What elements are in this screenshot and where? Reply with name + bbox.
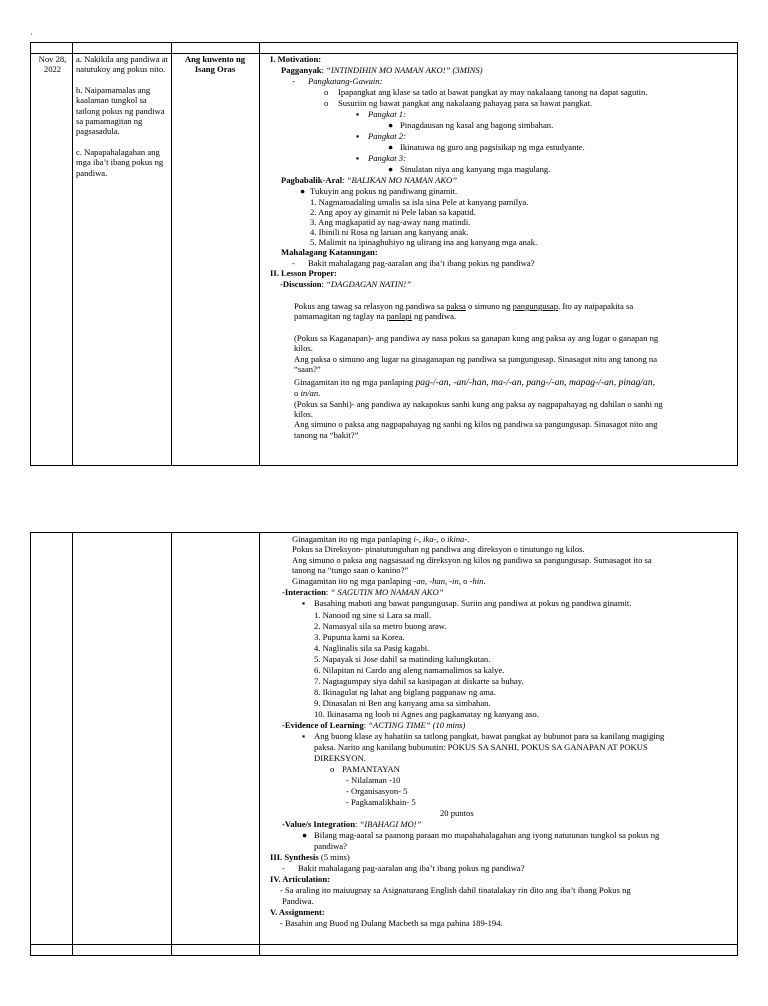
balik-item-4: 4. Ibinili ni Rosa ng laruan ang kanyang anak. xyxy=(310,227,469,237)
gawain-line-2: Susuriin ng bawat pangkat ang nakalaang pahayag para sa bawat pangkat. xyxy=(338,98,593,108)
articulation-line-2: Pandiwa. xyxy=(282,896,314,906)
objective-c: c. Napapahalagahan ang mga iba’t ibang pokus ng pandiwa. xyxy=(76,146,164,178)
lesson-table-1 xyxy=(30,42,738,466)
item-8: 8. Ikinagulat ng lahat ang biglang pagpanaw ng ama. xyxy=(314,687,496,697)
disc-line-3: (Pokus sa Kaganapan)- ang pandiwa ay nasa pokus sa ganapan kung ang paksa ay ang lugar o ganapan ng xyxy=(294,333,659,343)
disc-line-12: tanong na “bakit?” xyxy=(294,430,359,440)
t2-line-2: Pokus sa Direksyon- pinatutunguhan ng pandiwa ang direksyon o tinutungo ng kilos. xyxy=(292,544,585,554)
pangkat-3-statement: Sinulatan niya ang kanyang mga magulang. xyxy=(400,164,551,174)
synthesis-text: Bakit mahalagang pag-aaralan ang iba’t ibang pokus ng pandiwa? xyxy=(298,863,525,873)
motivation-heading: I. Motivation: xyxy=(270,54,322,64)
articulation-heading: IV. Articulation: xyxy=(270,874,330,884)
katanungan-text: Bakit mahalagang pag-aaralan ang iba’t ibang pokus ng pandiwa? xyxy=(308,258,535,268)
pangkat-1-statement: Pinagdausan ng kasal ang bagong simbahan. xyxy=(400,120,554,130)
articulation-line-1: - Sa araling ito maiuugnay sa Asignaturang English dahil tinatalakay rin dito ang iba’t ibang Pokus ng xyxy=(280,885,631,895)
lesson-proper-heading: II. Lesson Proper: xyxy=(270,268,337,278)
balik-item-3: 3. Ang magkapatid ay nag-away nang matindi. xyxy=(310,217,471,227)
evidence-line-3: DIREKSYON. xyxy=(314,753,366,763)
pamantayan-heading: PAMANTAYAN xyxy=(342,764,400,774)
item-4: 4. Naglinalis sila sa Pasig kagabi. xyxy=(314,643,430,653)
disc-line-7: Ginagamitan ito ng mga panlaping pag-/-an, -an/-han, ma-/-an, pang-/-an, mapag-/-an, pinag/an, xyxy=(294,377,656,388)
disc-line-10: kilos. xyxy=(294,409,313,419)
assignment-heading: V. Assignment: xyxy=(270,907,325,917)
item-9: 9. Dinasalan ni Ben ang kanyang ama sa simbahan. xyxy=(314,698,491,708)
pangkat-1: Pangkat 1: xyxy=(368,109,406,119)
disc-line-8: o in/an. xyxy=(294,388,321,398)
disc-line-4: kilos. xyxy=(294,343,313,353)
interaction-instruction: Basahing mabuti ang bawat pangungusap. Suriin ang pandiwa at pokus ng pandiwa ginamit. xyxy=(314,598,632,608)
balik-item-1: 1. Nagmamadaling umalis sa isla sina Pele at kanyang pamilya. xyxy=(310,197,529,207)
evidence-line-1: Ang buong klase ay hahatiin sa tatlong pangkat, bawat pangkat ay bubunot para sa kanilang magiging xyxy=(314,731,665,741)
t2-line-4: tanong na “tungo saan o kanino?” xyxy=(292,565,409,575)
balik-item-5: 5. Malimit na ipinaghuhiyo ng ulirang ina ang kanyang mga anak. xyxy=(310,237,538,247)
discussion-heading: -Discussion: “DAGDAGAN NATIN!” xyxy=(280,279,412,289)
objective-a: a. Nakikila ang pandiwa at natutukoy ang pokus nito. xyxy=(76,54,168,75)
criterion-1: - Nilalaman -10 xyxy=(346,775,401,785)
pangkat-2-statement: Ikinatuwa ng guro ang pagsisikap ng mga estudyante. xyxy=(400,142,585,152)
value-line-2: pandiwa? xyxy=(314,841,347,851)
value-line-1: Bilang mag-aaral sa paanong paraan mo mapahahalagahan ang iyong natutunan tungkol sa pokus ng xyxy=(314,830,660,840)
t2-line-5: Ginagamitan ito ng mga panlaping -an, -han, -in, o -hin. xyxy=(292,576,486,586)
interaction-heading: -Interaction: “ SAGUTIN MO NAMAN AKO” xyxy=(282,587,444,597)
date-cell: Nov 28, 2022 xyxy=(38,54,67,75)
corner-dot: · xyxy=(30,30,33,39)
assignment-text: - Basahin ang Buod ng Dulang Macbeth sa mga pahina 189-194. xyxy=(280,918,503,928)
disc-line-9: (Pokus sa Sanhi)- ang pandiwa ay nakapokus sanhi kung ang paksa ay nagpapahayag ng dahilan o sanhi ng xyxy=(294,399,663,409)
pangkatang-gawain: Pangkatang-Gawain: xyxy=(308,76,383,86)
disc-line-5: Ang paksa o simuno ang lugar na ginaganapan ng pandiwa sa pangungusap. Sinasagot nito ang tanong na xyxy=(294,354,658,364)
item-6: 6. Nilapitan ni Cardo ang aleng namamalimos sa kalye. xyxy=(314,665,505,675)
item-1: 1. Nanood ng sine si Lara sa mall. xyxy=(314,610,432,620)
pangkat-3: Pangkat 3: xyxy=(368,153,406,163)
topic-cell: Ang kuwento ng Isang Oras xyxy=(184,54,246,75)
disc-line-1: Pokus ang tawag sa relasyon ng pandiwa sa paksa o simuno ng pangungusap. Ito ay naipapakita sa xyxy=(294,301,634,311)
total-points: 20 puntos xyxy=(440,808,474,818)
objective-b: b. Naipamamalas ang kaalaman tungkol sa tatlong pokus ng pandiwa sa pamamagitan ng pagsasadula. xyxy=(76,84,165,137)
disc-line-2: pamamagitan ng taglay na panlapi ng pandiwa. xyxy=(294,311,457,321)
balik-instruction: Tukuyin ang pokus ng pandiwang ginamit. xyxy=(310,186,458,196)
t2-line-1: Ginagamitan ito ng mga panlaping i-, ika-, o ikina-. xyxy=(292,534,470,544)
gawain-line-1: Ipapangkat ang klase sa tatlo at bawat pangkat ay may nakalaang tanong na dapat sagutin. xyxy=(338,87,648,97)
objectives-cell xyxy=(76,54,168,178)
procedure-cell-2: Ginagamitan ito ng mga panlaping i-, ika-, o ikina-. Pokus sa Direksyon- pinatutunguhan ng pandiwa ang direksyon o tinutungo ng kilos. Ang simuno o paksa ang nagsasaad ng direksyon ng kilos ng pandiwa sa pangungusap. Sumasagot ito sa tanong na “tungo saan o kanino?” Ginagamitan ito ng mga panlaping -an, -han, -in, o -hin. -Interaction: “ SAGUTIN MO NAMAN AKO” ▪ Basahing mabuti ang bawat pangungusap. Suriin ang pandiwa at pokus ng pandiwa ginamit. 1. Nanood ng sine si Lara sa mall. 2. Namasyal sila sa metro buong araw. 3. Pupunta kami sa Korea. 4. Naglinalis sila sa Pasig kagabi. 5. Napayak si Jose dahil sa matinding kalungkutan. 6. Nilapitan ni Cardo ang aleng namamalimos sa kalye. 7. Nagtagumpay siya dahil sa kasipagan at diskarte sa buhay. 8. Ikinagulat ng lahat ang biglang pagpanaw ng ama. 9. Dinasalan ni Ben ang kanyang ama sa simbahan. 10. Ikinasama ng loob ni Agnes ang pagkamatay ng kanyang aso. -Evidence of Learning: “ACTING TIME” (10 mins) ▪ Ang buong klase ay hahatiin sa tatlong pangkat, bawat pangkat ay bubunot para sa kanilang magiging paksa. Narito ang kanilang bubunutin: POKUS SA SANHI, POKUS SA GANAPAN AT POKUS DIREKSYON. o PAMANTAYAN - Nilalaman -10 - Organisasyon- 5 - Pagkamalikhain- 5 20 puntos -Value/s Integration: “IBAHAGI MO!” ● Bilang mag-aaral sa paanong paraan mo mapahahalagahan ang iyong natutunan tungkol sa pokus ng pandiwa? III. Synthesis (5 mins) - Bakit mahalagang pag-aaralan ang iba’t ibang pokus ng pandiwa? IV. Articulation: - Sa araling ito maiuugnay sa Asignaturang English dahil tinatalakay rin dito ang iba’t ibang Pokus ng Pandiwa. V. Assignment: - Basahin ang Buod ng Dulang Macbeth sa mga pahina 189-194. xyxy=(270,534,665,928)
evidence-heading: -Evidence of Learning: “ACTING TIME” (10 mins) xyxy=(282,720,466,730)
synthesis-heading: III. Synthesis (5 mins) xyxy=(270,852,350,862)
item-5: 5. Napayak si Jose dahil sa matinding kalungkutan. xyxy=(314,654,491,664)
evidence-line-2: paksa. Narito ang kanilang bubunutin: POKUS SA SANHI, POKUS SA GANAPAN AT POKUS xyxy=(314,742,648,752)
disc-line-11: Ang simuno o paksa ang nagpapahayag ng sanhi ng kilos ng pandiwa sa pangungusap. Sinasagot nito ang xyxy=(294,419,658,429)
criterion-2: - Organisasyon- 5 xyxy=(346,786,408,796)
item-10: 10. Ikinasama ng loob ni Agnes ang pagkamatay ng kanyang aso. xyxy=(314,709,539,719)
lesson-table-2 xyxy=(30,532,738,956)
t2-line-3: Ang simuno o paksa ang nagsasaad ng direksyon ng kilos ng pandiwa sa pangungusap. Sumasagot ito sa xyxy=(292,555,652,565)
mahalagang-katanungan: Mahalagang Katanungan: xyxy=(281,247,378,257)
pagganyak-line: Pagganyak: “INTINDIHIN MO NAMAN AKO!” (3MINS) xyxy=(281,65,483,75)
disc-line-6: “saan?” xyxy=(294,364,321,374)
pagbabalik-aral: Pagbabalik-Aral: “BALIKAN MO NAMAN AKO” xyxy=(281,175,458,185)
item-3: 3. Pupunta kami sa Korea. xyxy=(314,632,405,642)
item-2: 2. Namasyal sila sa metro buong araw. xyxy=(314,621,447,631)
pangkat-2: Pangkat 2: xyxy=(368,131,406,141)
procedure-cell: I. Motivation: Pagganyak: “INTINDIHIN MO NAMAN AKO!” (3MINS) - Pangkatang-Gawain: o Ipapangkat ang klase sa tatlo at bawat pangkat ay may nakalaang tanong na dapat sagutin. o Susuriin ng bawat pangkat ang nakalaang pahayag para sa bawat pangkat. ▪ Pangkat 1: ● Pinagdausan ng kasal ang bagong simbahan. ▪ Pangkat 2: ● Ikinatuwa ng guro ang pagsisikap ng mga estudyante. ▪ Pangkat 3: ● Sinulatan niya ang kanyang mga magulang. Pagbabalik-Aral: “BALIKAN MO NAMAN AKO” ● Tukuyin ang pokus ng pandiwang ginamit. 1. Nagmamadaling umalis sa isla sina Pele at kanyang pamilya. 2. Ang apoy ay ginamit ni Pele laban sa kapatid. 3. Ang magkapatid ay nag-away nang matindi. 4. Ibinili ni Rosa ng laruan ang kanyang anak. 5. Malimit na ipinaghuhiyo ng ulirang ina ang kanyang mga anak. Mahalagang Katanungan: - Bakit mahalagang pag-aaralan ang iba’t ibang pokus ng pandiwa? II. Lesson Proper: -Discussion: “DAGDAGAN NATIN!” Pokus ang tawag sa relasyon ng pandiwa sa paksa o simuno ng pangungusap. Ito ay naipapakita sa pamamagitan ng taglay na panlapi ng pandiwa. (Pokus sa Kaganapan)- ang pandiwa ay nasa pokus sa ganapan kung ang paksa ay ang lugar o ganapan ng kilos. Ang paksa o simuno ang lugar na ginaganapan ng pandiwa sa pangungusap. Sinasagot nito ang tanong na “saan?” Ginagamitan ito ng mga panlaping pag-/-an, -an/-han, ma-/-an, pang-/-an, mapag-/-an, pinag/an, o in/an. (Pokus sa Sanhi)- ang pandiwa ay nakapokus sanhi kung ang paksa ay nagpapahayag ng dahilan o sanhi ng kilos. Ang simuno o paksa ang nagpapahayag ng sanhi ng kilos ng pandiwa sa pangungusap. Sinasagot nito ang tanong na “bakit?” xyxy=(270,54,663,440)
balik-item-2: 2. Ang apoy ay ginamit ni Pele laban sa kapatid. xyxy=(310,207,476,217)
criterion-3: - Pagkamalikhain- 5 xyxy=(346,797,416,807)
item-7: 7. Nagtagumpay siya dahil sa kasipagan at diskarte sa buhay. xyxy=(314,676,524,686)
value-integration-heading: -Value/s Integration: “IBAHAGI MO!” xyxy=(282,819,422,829)
